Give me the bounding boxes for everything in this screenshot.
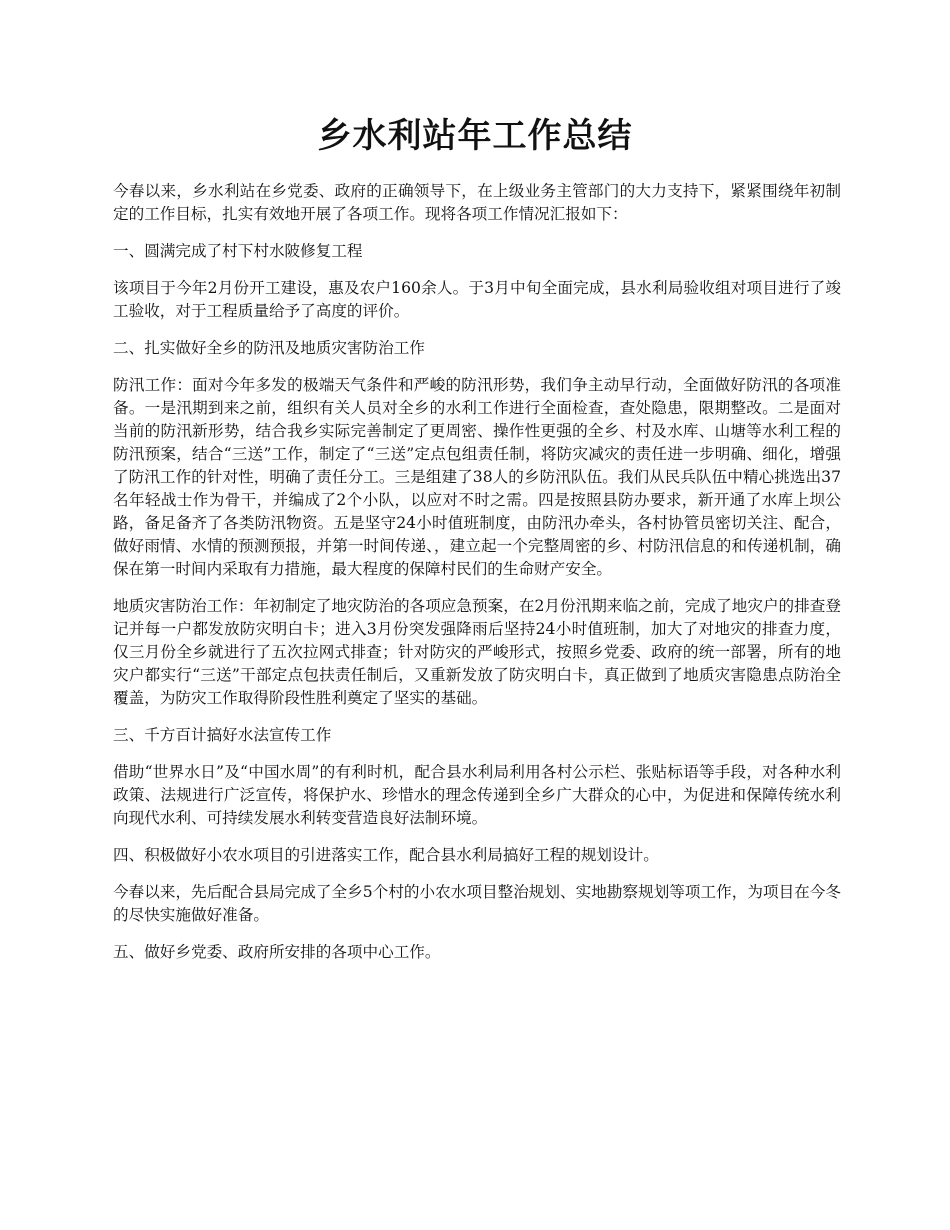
body-paragraph: 该项目于今年2月份开工建设，惠及农户160余人。于3月中旬全面完成，县水利局验收组对项目进行了竣工验收，对于工程质量给予了高度的评价。 [113,279,841,320]
intro-paragraph: 今春以来，乡水利站在乡党委、政府的正确领导下，在上级业务主管部门的大力支持下，紧紧围绕年初制定的工作目标，扎实有效地开展了各项工作。现将各项工作情况汇报如下： [113,182,841,223]
section-heading-5: 五、做好乡党委、政府所安排的各项中心工作。 [113,943,441,961]
document-title: 乡水利站年工作总结 [317,116,633,156]
document-body [113,180,841,978]
body-paragraph: 今春以来，先后配合县局完成了全乡5个村的小农水项目整治规划、实地勘察规划等项工作，为项目在今冬的尽快实施做好准备。 [113,883,841,924]
section-heading-2: 二、扎实做好全乡的防汛及地质灾害防治工作 [113,339,425,357]
section-heading-1: 一、圆满完成了村下村水陂修复工程 [113,242,363,260]
section-heading-3: 三、千方百计搞好水法宣传工作 [113,726,332,744]
body-paragraph: 地质灾害防治工作：年初制定了地灾防治的各项应急预案，在2月份汛期来临之前，完成了地灾户的排查登记并每一户都发放防灾明白卡；进入3月份突发强降雨后坚持24小时值班制，加大了对地灾的排查力度，仅三月份全乡就进行了五次拉网式排查；针对防灾的严峻形式，按照乡党委、政府的统一部署，所有的地灾户都实行“三送”干部定点包扶责任制后，又重新发放了防灾明白卡，真正做到了地质灾害隐患点防治全覆盖，为防灾工作取得阶段性胜利奠定了坚实的基础。 [113,597,841,707]
body-paragraph: 防汛工作：面对今年多发的极端天气条件和严峻的防汛形势，我们争主动早行动，全面做好防汛的各项准备。一是汛期到来之前，组织有关人员对全乡的水利工作进行全面检查，查处隐患，限期整改。二是面对当前的防汛新形势，结合我乡实际完善制定了更周密、操作性更强的全乡、村及水库、山塘等水利工程的防汛预案，结合“三送”工作，制定了“三送”定点包组责任制，将防灾减灾的责任进一步明确、细化，增强了防汛工作的针对性，明确了责任分工。三是组建了38人的乡防汛队伍。我们从民兵队伍中精心挑选出37名年轻战士作为骨干，并编成了2个小队，以应对不时之需。四是按照县防办要求，新开通了水库上坝公路，备足备齐了各类防汛物资。五是坚守24小时值班制度，由防汛办牵头，各村协管员密切关注、配合，做好雨情、水情的预测预报，并第一时间传递、，建立起一个完整周密的乡、村防汛信息的和传递机制，确保在第一时间内采取有力措施，最大程度的保障村民们的生命财产安全。 [113,376,841,578]
section-heading-4: 四、积极做好小农水项目的引进落实工作，配合县水利局搞好工程的规划设计。 [113,846,659,864]
body-paragraph: 借助“世界水日”及“中国水周”的有利时机，配合县水利局利用各村公示栏、张贴标语等手段，对各种水利政策、法规进行广泛宣传，将保护水、珍惜水的理念传递到全乡广大群众的心中，为促进和保障传统水利向现代水利、可持续发展水利转变营造良好法制环境。 [113,763,841,827]
